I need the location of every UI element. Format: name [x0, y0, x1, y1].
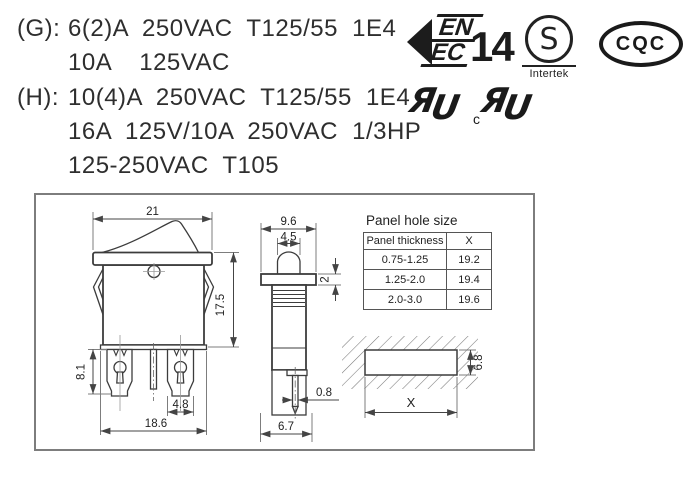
cell-x-3: 19.6 [447, 290, 492, 310]
front-view [76, 206, 240, 435]
rocker-actuator [102, 221, 199, 253]
cell-x-1: 19.2 [447, 250, 492, 270]
rating-h-line-2: 16A 125V/10A 250VAC 1/3HP [68, 118, 422, 145]
enec-logo [407, 13, 519, 75]
cul-u-glyph: U [499, 88, 532, 128]
flange-side [261, 274, 316, 285]
center-pin-front [151, 350, 157, 390]
cqc-text: CQC [615, 32, 667, 55]
cell-thickness-1: 0.75-1.25 [364, 250, 447, 270]
cutout-rect [365, 350, 457, 375]
ul-canada-prefix: c [473, 111, 480, 127]
cul-ru-icon [477, 81, 532, 128]
enec-number: 14 [470, 23, 513, 70]
cell-x-2: 19.4 [447, 270, 492, 290]
cul-recognized-mark [473, 81, 532, 128]
enec-line-en: EN [429, 17, 483, 42]
rating-h-line-1: 10(4)A 250VAC T125/55 1E4 [68, 84, 411, 111]
panel-cutout [342, 336, 485, 418]
dim-flange-thickness: 2 [319, 276, 332, 283]
ul-recognized-mark [406, 81, 460, 128]
intertek-s-letter: S [539, 21, 559, 57]
dim-flange-width: 9.6 [280, 216, 297, 228]
intertek-divider [522, 65, 576, 67]
body-side-upper [272, 285, 306, 370]
cul-r-glyph: Я [478, 81, 509, 121]
rating-h-line-3: 125-250VAC T105 [68, 152, 280, 179]
cell-thickness-3: 2.0-3.0 [364, 290, 447, 310]
dim-terminal-length: 8.1 [75, 364, 88, 380]
ul-r-glyph: Я [406, 81, 437, 121]
side-view [261, 216, 342, 442]
rating-g-label: (G): [17, 15, 61, 42]
rating-h-label: (H): [17, 84, 59, 111]
dim-terminal-width: 4.8 [172, 399, 189, 411]
header-x: X [447, 233, 492, 250]
technical-drawing-box [34, 193, 535, 451]
dim-front-height: 17.5 [215, 293, 227, 317]
table-row [364, 250, 492, 270]
header-panel-thickness: Panel thickness [364, 233, 447, 250]
panel-hole-table [363, 213, 492, 310]
enec-line-ec: EC [427, 39, 470, 66]
ul-ru-icon [405, 81, 460, 128]
dim-front-width: 21 [146, 206, 159, 218]
table-row [364, 290, 492, 310]
panel-table-title: Panel hole size [366, 213, 458, 228]
cqc-logo [599, 21, 683, 67]
actuator-side [278, 252, 301, 274]
dim-cutout-width: X [406, 395, 416, 410]
dim-actuator-width: 4.5 [280, 231, 297, 244]
table-header-row [364, 233, 492, 250]
dim-body-width: 6.7 [278, 421, 294, 433]
intertek-s-icon [525, 15, 573, 63]
dim-base-width: 18.6 [144, 418, 168, 430]
body-side-lower [272, 370, 306, 415]
cell-thickness-2: 1.25-2.0 [364, 270, 447, 290]
dim-pin-thickness: 0.8 [316, 387, 332, 399]
bezel [93, 253, 212, 266]
rating-g-line-1: 6(2)A 250VAC T125/55 1E4 [68, 15, 397, 42]
rating-g-line-2: 10A 125VAC [68, 49, 230, 76]
dim-cutout-height: 6.8 [473, 354, 485, 371]
intertek-wordmark: Intertek [529, 68, 569, 80]
pin-tab [287, 370, 307, 376]
intertek-logo [522, 15, 576, 80]
ul-u-glyph: U [427, 88, 460, 128]
table-row [364, 270, 492, 290]
